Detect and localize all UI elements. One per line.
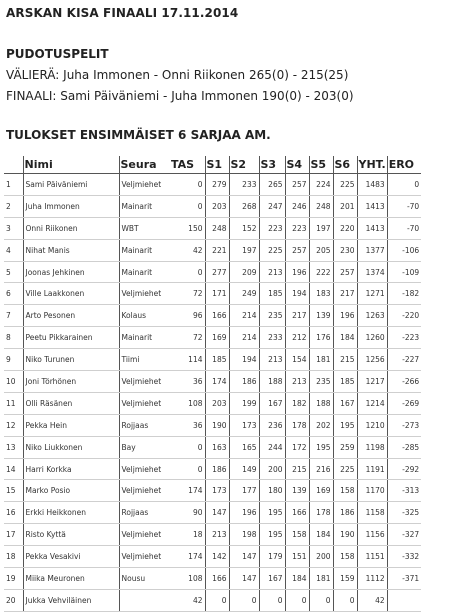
table-row bbox=[4, 239, 421, 261]
cell-pos: 2 bbox=[4, 195, 23, 217]
results-header-row bbox=[4, 156, 421, 174]
col-header-pos bbox=[4, 156, 23, 174]
page-title: ARSKAN KISA FINAALI 17.11.2014 bbox=[6, 6, 239, 20]
cell-s3: 200 bbox=[259, 458, 285, 480]
cell-s6: 184 bbox=[333, 327, 357, 349]
cell-nimi: Pekka Vesakivi bbox=[23, 546, 119, 568]
cell-yht: 1483 bbox=[357, 174, 387, 196]
cell-s6: 217 bbox=[333, 283, 357, 305]
cell-pos: 17 bbox=[4, 524, 23, 546]
cell-s1: 0 bbox=[205, 589, 229, 611]
cell-s4: 257 bbox=[285, 174, 309, 196]
cell-s6: 196 bbox=[333, 305, 357, 327]
cell-s3: 213 bbox=[259, 349, 285, 371]
cell-s6: 195 bbox=[333, 414, 357, 436]
cell-s1: 142 bbox=[205, 546, 229, 568]
cell-tas: 72 bbox=[170, 283, 205, 305]
cell-s5: 216 bbox=[309, 458, 333, 480]
cell-seura: Bay bbox=[119, 436, 170, 458]
cell-tas: 42 bbox=[170, 239, 205, 261]
cell-seura: Rojjaas bbox=[119, 502, 170, 524]
cell-s5: 176 bbox=[309, 327, 333, 349]
cell-s2: 196 bbox=[229, 502, 259, 524]
cell-s5: 248 bbox=[309, 195, 333, 217]
col-header-s1: S1 bbox=[205, 156, 229, 174]
cell-s2: 214 bbox=[229, 327, 259, 349]
cell-s1: 171 bbox=[205, 283, 229, 305]
cell-yht: 1210 bbox=[357, 414, 387, 436]
cell-s1: 163 bbox=[205, 436, 229, 458]
cell-s2: 214 bbox=[229, 305, 259, 327]
cell-s4: 182 bbox=[285, 392, 309, 414]
cell-tas: 0 bbox=[170, 458, 205, 480]
cell-s2: 194 bbox=[229, 349, 259, 371]
col-header-ero: ERO bbox=[387, 156, 421, 174]
cell-s2: 233 bbox=[229, 174, 259, 196]
cell-nimi: Marko Posio bbox=[23, 480, 119, 502]
cell-tas: 90 bbox=[170, 502, 205, 524]
cell-nimi: Arto Pesonen bbox=[23, 305, 119, 327]
cell-yht: 1156 bbox=[357, 524, 387, 546]
cell-s5: 200 bbox=[309, 546, 333, 568]
cell-s4: 257 bbox=[285, 239, 309, 261]
cell-s6: 201 bbox=[333, 195, 357, 217]
section-heading-pudotuspelit: PUDOTUSPELIT bbox=[6, 47, 109, 61]
cell-s6: 186 bbox=[333, 502, 357, 524]
cell-s5: 222 bbox=[309, 261, 333, 283]
cell-pos: 13 bbox=[4, 436, 23, 458]
col-header-seura: Seura bbox=[119, 156, 170, 174]
table-row bbox=[4, 568, 421, 590]
table-row bbox=[4, 371, 421, 393]
cell-yht: 1170 bbox=[357, 480, 387, 502]
cell-tas: 18 bbox=[170, 524, 205, 546]
cell-seura: Kolaus bbox=[119, 305, 170, 327]
cell-s4: 172 bbox=[285, 436, 309, 458]
cell-tas: 72 bbox=[170, 327, 205, 349]
cell-pos: 4 bbox=[4, 239, 23, 261]
cell-s6: 225 bbox=[333, 458, 357, 480]
cell-s1: 248 bbox=[205, 217, 229, 239]
cell-ero: -371 bbox=[387, 568, 421, 590]
cell-s1: 203 bbox=[205, 392, 229, 414]
cell-ero: -70 bbox=[387, 217, 421, 239]
cell-yht: 1377 bbox=[357, 239, 387, 261]
cell-tas: 0 bbox=[170, 174, 205, 196]
cell-pos: 14 bbox=[4, 458, 23, 480]
cell-s2: 165 bbox=[229, 436, 259, 458]
cell-seura: Mainarit bbox=[119, 261, 170, 283]
cell-ero: -182 bbox=[387, 283, 421, 305]
cell-yht: 1271 bbox=[357, 283, 387, 305]
cell-pos: 1 bbox=[4, 174, 23, 196]
cell-s3: 185 bbox=[259, 283, 285, 305]
cell-pos: 12 bbox=[4, 414, 23, 436]
cell-tas: 0 bbox=[170, 195, 205, 217]
cell-s4: 158 bbox=[285, 524, 309, 546]
cell-s5: 202 bbox=[309, 414, 333, 436]
cell-ero: -269 bbox=[387, 392, 421, 414]
cell-s2: 197 bbox=[229, 239, 259, 261]
cell-s2: 147 bbox=[229, 546, 259, 568]
cell-s1: 213 bbox=[205, 524, 229, 546]
cell-pos: 19 bbox=[4, 568, 23, 590]
cell-s6: 220 bbox=[333, 217, 357, 239]
cell-s4: 212 bbox=[285, 327, 309, 349]
cell-tas: 0 bbox=[170, 436, 205, 458]
cell-s6: 158 bbox=[333, 480, 357, 502]
cell-s5: 224 bbox=[309, 174, 333, 196]
cell-pos: 6 bbox=[4, 283, 23, 305]
cell-s2: 268 bbox=[229, 195, 259, 217]
cell-nimi: Peetu Pikkarainen bbox=[23, 327, 119, 349]
cell-nimi: Joni Törhönen bbox=[23, 371, 119, 393]
cell-ero: -273 bbox=[387, 414, 421, 436]
cell-s6: 215 bbox=[333, 349, 357, 371]
cell-yht: 1413 bbox=[357, 195, 387, 217]
cell-nimi: Harri Korkka bbox=[23, 458, 119, 480]
cell-nimi: Niko Liukkonen bbox=[23, 436, 119, 458]
cell-seura: Mainarit bbox=[119, 327, 170, 349]
cell-s5: 195 bbox=[309, 436, 333, 458]
cell-s1: 166 bbox=[205, 305, 229, 327]
cell-tas: 42 bbox=[170, 589, 205, 611]
cell-seura: Veljmiehet bbox=[119, 371, 170, 393]
cell-nimi: Pekka Hein bbox=[23, 414, 119, 436]
cell-yht: 42 bbox=[357, 589, 387, 611]
cell-seura: Tiimi bbox=[119, 349, 170, 371]
cell-s2: 0 bbox=[229, 589, 259, 611]
cell-s3: 179 bbox=[259, 546, 285, 568]
table-row bbox=[4, 524, 421, 546]
cell-ero: -223 bbox=[387, 327, 421, 349]
cell-s3: 225 bbox=[259, 239, 285, 261]
cell-yht: 1198 bbox=[357, 436, 387, 458]
cell-yht: 1151 bbox=[357, 546, 387, 568]
cell-tas: 108 bbox=[170, 392, 205, 414]
results-body bbox=[4, 174, 421, 612]
col-header-yht: YHT. bbox=[357, 156, 387, 174]
cell-tas: 174 bbox=[170, 546, 205, 568]
cell-s3: 195 bbox=[259, 524, 285, 546]
cell-pos: 9 bbox=[4, 349, 23, 371]
cell-ero bbox=[387, 589, 421, 611]
cell-s5: 205 bbox=[309, 239, 333, 261]
cell-s6: 0 bbox=[333, 589, 357, 611]
cell-tas: 36 bbox=[170, 414, 205, 436]
cell-nimi: Olli Räsänen bbox=[23, 392, 119, 414]
cell-pos: 20 bbox=[4, 589, 23, 611]
cell-tas: 0 bbox=[170, 261, 205, 283]
cell-seura: WBT bbox=[119, 217, 170, 239]
cell-ero: -292 bbox=[387, 458, 421, 480]
col-header-s4: S4 bbox=[285, 156, 309, 174]
cell-ero: -227 bbox=[387, 349, 421, 371]
cell-s1: 185 bbox=[205, 349, 229, 371]
col-header-s5: S5 bbox=[309, 156, 333, 174]
cell-s4: 139 bbox=[285, 480, 309, 502]
cell-s6: 159 bbox=[333, 568, 357, 590]
cell-s2: 173 bbox=[229, 414, 259, 436]
table-row bbox=[4, 349, 421, 371]
cell-nimi: Miika Meuronen bbox=[23, 568, 119, 590]
cell-seura: Mainarit bbox=[119, 195, 170, 217]
cell-s4: 217 bbox=[285, 305, 309, 327]
cell-s1: 147 bbox=[205, 502, 229, 524]
cell-s4: 246 bbox=[285, 195, 309, 217]
cell-pos: 16 bbox=[4, 502, 23, 524]
semifinal-result: VÄLIERÄ: Juha Immonen - Onni Riikonen 265(0) - 215(25) bbox=[6, 68, 349, 82]
cell-yht: 1256 bbox=[357, 349, 387, 371]
cell-tas: 36 bbox=[170, 371, 205, 393]
cell-nimi: Jukka Vehviläinen bbox=[23, 589, 119, 611]
col-header-s6: S6 bbox=[333, 156, 357, 174]
cell-seura: Veljmiehet bbox=[119, 392, 170, 414]
cell-seura: Veljmiehet bbox=[119, 524, 170, 546]
cell-s4: 178 bbox=[285, 414, 309, 436]
cell-nimi: Onni Riikonen bbox=[23, 217, 119, 239]
cell-ero: -327 bbox=[387, 524, 421, 546]
cell-s4: 151 bbox=[285, 546, 309, 568]
cell-nimi: Sami Päiväniemi bbox=[23, 174, 119, 196]
table-row bbox=[4, 327, 421, 349]
table-row bbox=[4, 589, 421, 611]
cell-s5: 188 bbox=[309, 392, 333, 414]
cell-yht: 1374 bbox=[357, 261, 387, 283]
cell-s6: 225 bbox=[333, 174, 357, 196]
cell-pos: 18 bbox=[4, 546, 23, 568]
table-row bbox=[4, 195, 421, 217]
table-row bbox=[4, 392, 421, 414]
table-row bbox=[4, 502, 421, 524]
cell-s1: 166 bbox=[205, 568, 229, 590]
cell-s1: 174 bbox=[205, 371, 229, 393]
cell-pos: 8 bbox=[4, 327, 23, 349]
cell-seura: Veljmiehet bbox=[119, 174, 170, 196]
cell-seura bbox=[119, 589, 170, 611]
cell-yht: 1217 bbox=[357, 371, 387, 393]
cell-s3: 247 bbox=[259, 195, 285, 217]
cell-s3: 223 bbox=[259, 217, 285, 239]
col-header-nimi: Nimi bbox=[23, 156, 119, 174]
cell-s4: 223 bbox=[285, 217, 309, 239]
cell-seura: Rojjaas bbox=[119, 414, 170, 436]
section-heading-tulokset: TULOKSET ENSIMMÄISET 6 SARJAA AM. bbox=[6, 128, 271, 142]
cell-s6: 257 bbox=[333, 261, 357, 283]
cell-s3: 265 bbox=[259, 174, 285, 196]
cell-s1: 221 bbox=[205, 239, 229, 261]
cell-yht: 1260 bbox=[357, 327, 387, 349]
cell-s3: 244 bbox=[259, 436, 285, 458]
cell-s2: 152 bbox=[229, 217, 259, 239]
cell-yht: 1263 bbox=[357, 305, 387, 327]
cell-ero: -106 bbox=[387, 239, 421, 261]
cell-s3: 180 bbox=[259, 480, 285, 502]
cell-s4: 166 bbox=[285, 502, 309, 524]
cell-yht: 1214 bbox=[357, 392, 387, 414]
cell-pos: 3 bbox=[4, 217, 23, 239]
cell-s3: 188 bbox=[259, 371, 285, 393]
cell-nimi: Ville Laakkonen bbox=[23, 283, 119, 305]
cell-s5: 183 bbox=[309, 283, 333, 305]
cell-tas: 174 bbox=[170, 480, 205, 502]
cell-seura: Nousu bbox=[119, 568, 170, 590]
cell-s3: 235 bbox=[259, 305, 285, 327]
cell-pos: 10 bbox=[4, 371, 23, 393]
cell-yht: 1158 bbox=[357, 502, 387, 524]
cell-nimi: Juha Immonen bbox=[23, 195, 119, 217]
cell-s6: 230 bbox=[333, 239, 357, 261]
cell-nimi: Erkki Heikkonen bbox=[23, 502, 119, 524]
cell-yht: 1112 bbox=[357, 568, 387, 590]
cell-s3: 236 bbox=[259, 414, 285, 436]
cell-s3: 167 bbox=[259, 568, 285, 590]
table-row bbox=[4, 261, 421, 283]
cell-s2: 147 bbox=[229, 568, 259, 590]
cell-tas: 114 bbox=[170, 349, 205, 371]
cell-s3: 0 bbox=[259, 589, 285, 611]
cell-s5: 181 bbox=[309, 349, 333, 371]
cell-s5: 181 bbox=[309, 568, 333, 590]
cell-s6: 190 bbox=[333, 524, 357, 546]
cell-s2: 249 bbox=[229, 283, 259, 305]
cell-s4: 154 bbox=[285, 349, 309, 371]
table-row bbox=[4, 305, 421, 327]
cell-ero: -332 bbox=[387, 546, 421, 568]
cell-s4: 194 bbox=[285, 283, 309, 305]
cell-s2: 209 bbox=[229, 261, 259, 283]
cell-s4: 0 bbox=[285, 589, 309, 611]
cell-s3: 233 bbox=[259, 327, 285, 349]
cell-s5: 139 bbox=[309, 305, 333, 327]
cell-s1: 169 bbox=[205, 327, 229, 349]
cell-s5: 0 bbox=[309, 589, 333, 611]
cell-s1: 173 bbox=[205, 480, 229, 502]
cell-pos: 11 bbox=[4, 392, 23, 414]
cell-tas: 96 bbox=[170, 305, 205, 327]
cell-s4: 184 bbox=[285, 568, 309, 590]
cell-s3: 195 bbox=[259, 502, 285, 524]
cell-s2: 198 bbox=[229, 524, 259, 546]
cell-s1: 277 bbox=[205, 261, 229, 283]
cell-seura: Veljmiehet bbox=[119, 480, 170, 502]
table-row bbox=[4, 546, 421, 568]
cell-s1: 203 bbox=[205, 195, 229, 217]
final-result: FINAALI: Sami Päiväniemi - Juha Immonen 190(0) - 203(0) bbox=[6, 89, 354, 103]
cell-s3: 213 bbox=[259, 261, 285, 283]
table-row bbox=[4, 414, 421, 436]
cell-nimi: Joonas Jehkinen bbox=[23, 261, 119, 283]
cell-ero: -325 bbox=[387, 502, 421, 524]
cell-tas: 108 bbox=[170, 568, 205, 590]
cell-nimi: Niko Turunen bbox=[23, 349, 119, 371]
cell-ero: -220 bbox=[387, 305, 421, 327]
cell-pos: 15 bbox=[4, 480, 23, 502]
cell-s5: 197 bbox=[309, 217, 333, 239]
cell-seura: Veljmiehet bbox=[119, 283, 170, 305]
col-header-s3: S3 bbox=[259, 156, 285, 174]
cell-pos: 5 bbox=[4, 261, 23, 283]
cell-s6: 167 bbox=[333, 392, 357, 414]
cell-s2: 199 bbox=[229, 392, 259, 414]
table-row bbox=[4, 480, 421, 502]
cell-tas: 150 bbox=[170, 217, 205, 239]
cell-s1: 279 bbox=[205, 174, 229, 196]
cell-s4: 213 bbox=[285, 371, 309, 393]
cell-s5: 184 bbox=[309, 524, 333, 546]
cell-ero: -266 bbox=[387, 371, 421, 393]
cell-yht: 1191 bbox=[357, 458, 387, 480]
table-row bbox=[4, 283, 421, 305]
cell-s2: 149 bbox=[229, 458, 259, 480]
cell-ero: 0 bbox=[387, 174, 421, 196]
cell-s1: 186 bbox=[205, 458, 229, 480]
cell-s5: 178 bbox=[309, 502, 333, 524]
cell-s4: 215 bbox=[285, 458, 309, 480]
cell-ero: -109 bbox=[387, 261, 421, 283]
cell-s1: 190 bbox=[205, 414, 229, 436]
col-header-tas: TAS bbox=[170, 156, 205, 174]
cell-s5: 169 bbox=[309, 480, 333, 502]
cell-s6: 185 bbox=[333, 371, 357, 393]
results-table bbox=[4, 156, 421, 612]
cell-ero: -285 bbox=[387, 436, 421, 458]
cell-pos: 7 bbox=[4, 305, 23, 327]
cell-ero: -313 bbox=[387, 480, 421, 502]
col-header-s2: S2 bbox=[229, 156, 259, 174]
cell-s2: 177 bbox=[229, 480, 259, 502]
cell-seura: Mainarit bbox=[119, 239, 170, 261]
table-row bbox=[4, 174, 421, 196]
table-row bbox=[4, 217, 421, 239]
cell-ero: -70 bbox=[387, 195, 421, 217]
cell-s3: 167 bbox=[259, 392, 285, 414]
cell-s2: 186 bbox=[229, 371, 259, 393]
cell-s6: 259 bbox=[333, 436, 357, 458]
cell-nimi: Nihat Manis bbox=[23, 239, 119, 261]
table-row bbox=[4, 458, 421, 480]
cell-s5: 235 bbox=[309, 371, 333, 393]
cell-nimi: Risto Kyttä bbox=[23, 524, 119, 546]
cell-seura: Veljmiehet bbox=[119, 546, 170, 568]
cell-seura: Veljmiehet bbox=[119, 458, 170, 480]
cell-s6: 158 bbox=[333, 546, 357, 568]
cell-s4: 196 bbox=[285, 261, 309, 283]
table-row bbox=[4, 436, 421, 458]
cell-yht: 1413 bbox=[357, 217, 387, 239]
